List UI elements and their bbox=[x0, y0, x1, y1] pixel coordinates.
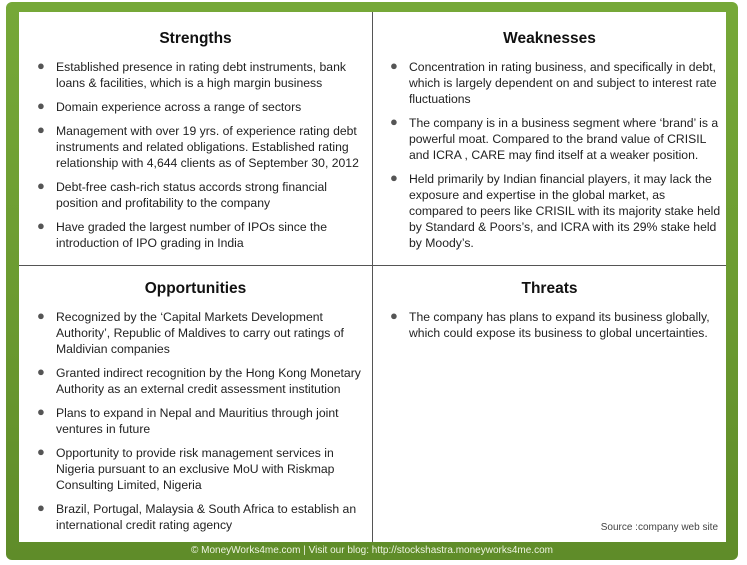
bullet-icon: ● bbox=[37, 122, 45, 137]
bullet-icon: ● bbox=[390, 58, 398, 73]
opportunities-list bbox=[37, 308, 362, 541]
weaknesses-list bbox=[390, 58, 721, 259]
list-item: ● Recognized by the ‘Capital Markets Development Authority’, Republic of Maldives to carry out ratings of Maldivian companies bbox=[37, 308, 344, 356]
bullet-icon: ● bbox=[37, 98, 45, 113]
bullet-icon: ● bbox=[37, 178, 45, 193]
opportunities-quadrant bbox=[19, 266, 372, 542]
threats-list bbox=[390, 308, 721, 349]
threats-quadrant bbox=[373, 266, 726, 542]
source-note: Source :company web site bbox=[600, 522, 718, 533]
threats-title: Threats bbox=[521, 280, 578, 297]
list-item: ● The company is in a business segment where ‘brand’ is a powerful moat. Compared to the brand value of CRISIL and ICRA , CARE may find itself at a weaker position. bbox=[390, 114, 719, 162]
list-item: ● Brazil, Portugal, Malaysia & South Africa to establish an international credit rating agency bbox=[37, 500, 357, 532]
footer-credit: © MoneyWorks4me.com | Visit our blog: http://stockshastra.moneyworks4me.com bbox=[191, 545, 553, 556]
weaknesses-quadrant bbox=[373, 12, 726, 265]
opportunities-title: Opportunities bbox=[144, 280, 247, 297]
bullet-icon: ● bbox=[37, 500, 45, 515]
list-item: ● The company has plans to expand its business globally, which could expose its business to global uncertainties. bbox=[390, 308, 710, 340]
bullet-icon: ● bbox=[37, 444, 45, 459]
list-item: ● Management with over 19 yrs. of experience rating debt instruments and related obligations. Established rating relationship with 4,644 clients as of September 30, 2012 bbox=[37, 122, 359, 170]
list-item: ● Plans to expand in Nepal and Mauritius through joint ventures in future bbox=[37, 404, 339, 436]
bullet-icon: ● bbox=[390, 170, 398, 185]
bullet-icon: ● bbox=[37, 404, 45, 419]
list-item: ● Concentration in rating business, and specifically in debt, which is largely dependent on and subject to interest rate fluctuations bbox=[390, 58, 717, 106]
bullet-icon: ● bbox=[37, 58, 45, 73]
bullet-icon: ● bbox=[390, 114, 398, 129]
list-item: ● Opportunity to provide risk management services in Nigeria pursuant to an exclusive MoU with Riskmap Consulting Limited, Nigeria bbox=[37, 444, 335, 492]
list-item: ● Granted indirect recognition by the Hong Kong Monetary Authority as an external credit assessment institution bbox=[37, 364, 361, 396]
bullet-icon: ● bbox=[37, 218, 45, 233]
list-item: ● Have graded the largest number of IPOs since the introduction of IPO grading in India bbox=[37, 218, 327, 250]
weaknesses-title: Weaknesses bbox=[503, 30, 596, 47]
list-item: ● Debt-free cash-rich status accords strong financial position and profitability to the company bbox=[37, 178, 327, 210]
strengths-title: Strengths bbox=[159, 30, 232, 47]
strengths-list bbox=[37, 58, 362, 259]
bullet-icon: ● bbox=[37, 308, 45, 323]
bullet-icon: ● bbox=[37, 364, 45, 379]
list-item: ● Held primarily by Indian financial players, it may lack the exposure and expertise in the global market, as compared to peers like CRISIL with its majority stake held by Standard & Poors’s, and ICRA with its 29% stake held by Moody’s. bbox=[390, 170, 721, 250]
strengths-quadrant bbox=[19, 12, 372, 265]
bullet-icon: ● bbox=[390, 308, 398, 323]
list-item: ● Domain experience across a range of sectors bbox=[37, 98, 302, 114]
list-item: ● Established presence in rating debt instruments, bank loans & facilities, which is a high margin business bbox=[37, 58, 346, 90]
